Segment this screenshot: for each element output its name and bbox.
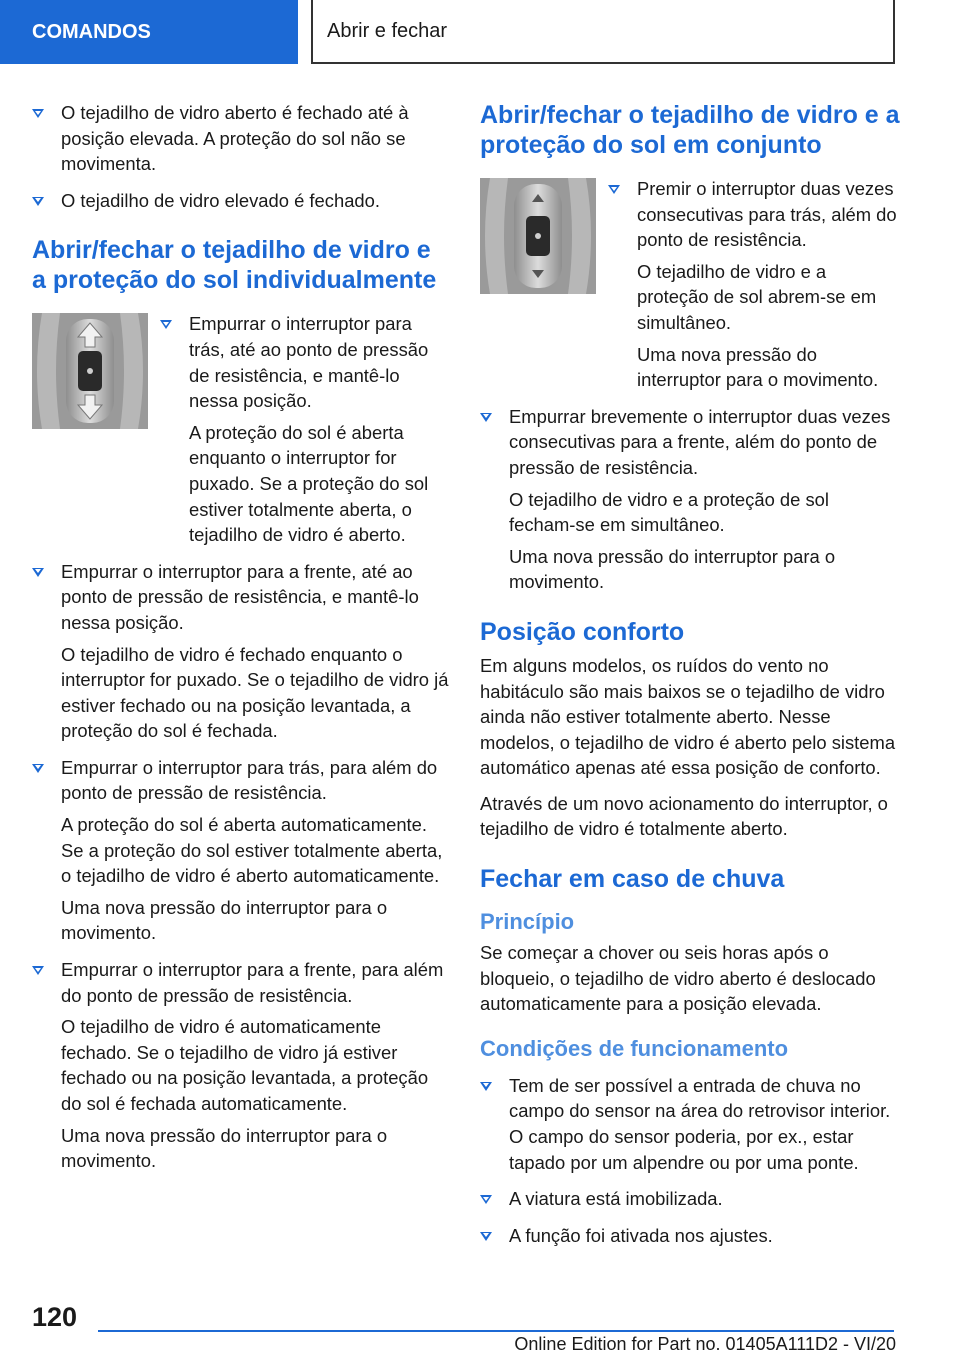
- subheading: Condições de funcionamento: [480, 1035, 789, 1061]
- paragraph: Em alguns modelos, os ruídos do vento no habitáculo são mais baixos se o tejadilho de vidro ainda não estiver totalmente aberto. Nesse modelos, o tejadilho de vidro é aberto pelo sistema automático apenas até essa posição de conforto.: [480, 654, 896, 779]
- triangle-bullet-icon: [480, 1232, 492, 1241]
- list-item-text: Tem de ser possível a entrada de chuva no campo do sensor na área do retrovisor interior. O campo do sensor poderia, por ex., estar tapado por um alpendre ou por uma ponte.: [509, 1074, 891, 1173]
- paragraph: Se começar a chover ou seis horas após o bloqueio, o tejadilho de vidro aberto é deslocado automaticamente para a posição elevada.: [480, 942, 876, 1015]
- subheading: Princípio: [480, 909, 575, 935]
- triangle-bullet-icon: [32, 966, 44, 975]
- list-item-detail: O tejadilho de vidro e a proteção de sol abrem-se em simultâneo.: [637, 260, 877, 333]
- section-heading: Posição conforto: [480, 617, 685, 646]
- list-item-text: A viatura está imobilizada.: [509, 1188, 723, 1210]
- list-item-detail: O tejadilho de vidro é automaticamente fechado. Se o tejadilho de vidro já estiver fechado ou na posição levantada, a proteção do sol é fechada automaticamente.: [61, 1016, 429, 1114]
- list-item: [480, 1073, 900, 1175]
- section-heading: Abrir/fechar o tejadilho de vidro e a proteção do sol individualmente: [32, 236, 437, 295]
- list-item-text: Premir o interruptor duas vezes consecutivas para trás, além do ponto de resistência.: [637, 178, 897, 251]
- triangle-bullet-icon: [32, 109, 44, 118]
- triangle-bullet-icon: [480, 413, 492, 422]
- list-item: [32, 188, 450, 214]
- triangle-bullet-icon: [480, 1195, 492, 1204]
- triangle-bullet-icon: [160, 320, 172, 329]
- footer-divider: [98, 1330, 894, 1332]
- list-item: [160, 311, 450, 547]
- triangle-bullet-icon: [480, 1082, 492, 1091]
- triangle-bullet-icon: [32, 197, 44, 206]
- list-item: [32, 100, 450, 177]
- triangle-bullet-icon: [32, 764, 44, 773]
- roof-switch-illustration: [480, 178, 596, 294]
- list-item-text: Empurrar o interruptor para trás, até ao ponto de pressão de resistência, e mantê-lo nessa posição.: [189, 313, 429, 412]
- list-item: [480, 1223, 900, 1249]
- section-tab: COMANDOS: [0, 0, 298, 64]
- triangle-bullet-icon: [608, 185, 620, 194]
- list-item-text: Empurrar o interruptor para trás, para além do ponto de pressão de resistência.: [61, 756, 438, 804]
- section-heading: Abrir/fechar o tejadilho de vidro e a proteção do sol em conjunto: [480, 101, 900, 159]
- list-item: [608, 176, 900, 393]
- list-item-detail: O tejadilho de vidro e a proteção de sol fecham-se em simultâneo.: [509, 488, 829, 536]
- list-item: [480, 404, 900, 595]
- list-item-text: A função foi ativada nos ajustes.: [509, 1224, 773, 1246]
- list-item-detail: Uma nova pressão do interruptor para o movimento.: [637, 343, 879, 391]
- roof-switch-illustration: [32, 313, 148, 429]
- page-number: 120: [32, 1302, 78, 1332]
- section-heading: Fechar em caso de chuva: [480, 865, 785, 894]
- illustrated-step: [480, 176, 900, 393]
- list-item-detail: O tejadilho de vidro é fechado enquanto o interruptor for puxado. Se o tejadilho de vidro já estiver fechado ou na posição levantada, a proteção do sol é fechada.: [61, 643, 449, 742]
- list-item-text: Empurrar brevemente o interruptor duas vezes consecutivas para a frente, além do ponto de pressão de resistência.: [509, 405, 891, 478]
- list-item: [480, 1186, 900, 1212]
- triangle-bullet-icon: [32, 568, 44, 577]
- left-column: [32, 100, 450, 1185]
- illustrated-step: [32, 311, 450, 547]
- list-item-detail: A proteção do sol é aberta enquanto o interruptor for puxado. Se a proteção do sol estiver totalmente aberta, o tejadilho de vidro é aberto.: [189, 421, 429, 546]
- list-item-detail: Uma nova pressão do interruptor para o movimento.: [509, 545, 836, 593]
- list-item-detail: Uma nova pressão do interruptor para o movimento.: [61, 896, 388, 944]
- list-item: [32, 755, 450, 946]
- list-item-text: Empurrar o interruptor para a frente, para além do ponto de pressão de resistência.: [61, 959, 444, 1006]
- page-title: Abrir e fechar: [311, 0, 895, 64]
- list-item-text: O tejadilho de vidro aberto é fechado até à posição elevada. A proteção do sol não se movimenta.: [61, 102, 409, 175]
- list-item-detail: A proteção do sol é aberta automaticamente. Se a proteção do sol estiver totalmente aberta, o tejadilho de vidro é aberto automaticamente.: [61, 814, 443, 887]
- paragraph: Através de um novo acionamento do interruptor, o tejadilho de vidro é totalmente aberto.: [480, 792, 888, 840]
- list-item-text: Empurrar o interruptor para a frente, até ao ponto de pressão de resistência, e mantê-lo nessa posição.: [61, 560, 419, 633]
- edition-note: Online Edition for Part no. 01405A111D2 - VI/20: [514, 1334, 896, 1354]
- list-item-text: O tejadilho de vidro elevado é fechado.: [61, 189, 380, 211]
- right-column: [480, 100, 900, 1259]
- list-item-detail: Uma nova pressão do interruptor para o movimento.: [61, 1124, 388, 1172]
- list-item: [32, 559, 450, 744]
- list-item: [32, 957, 450, 1174]
